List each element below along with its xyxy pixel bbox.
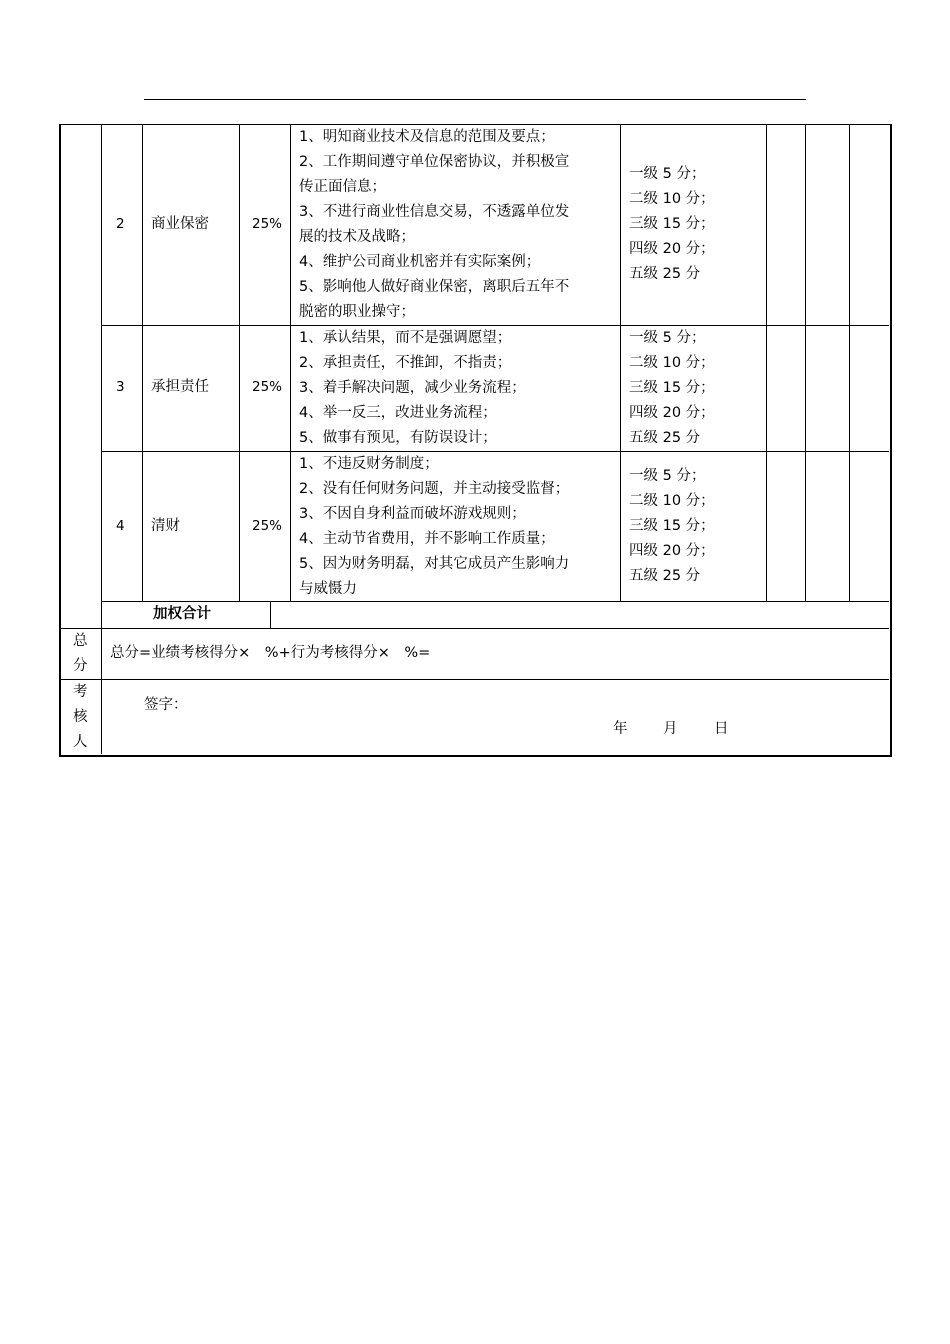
col-line-score2 [849, 124, 850, 601]
level-line: 二级 10 分； [629, 191, 715, 207]
row-name: 清财 [151, 518, 180, 534]
col-line-name [239, 124, 240, 601]
level-line: 二级 10 分； [629, 493, 715, 509]
row-levels [629, 464, 715, 589]
criteria-line: 3、不进行商业性信息交易，不透露单位发 [299, 204, 570, 220]
level-line: 一级 5 分； [629, 468, 706, 484]
date-year: 年 [613, 721, 628, 737]
criteria-line: 脱密的职业操守； [299, 304, 415, 320]
criteria-line: 1、承认结果，而不是强调愿望； [299, 330, 512, 346]
row-levels [629, 326, 715, 451]
row-index: 3 [116, 379, 125, 395]
criteria-line: 2、工作期间遵守单位保密协议，并积极宣 [299, 154, 570, 170]
level-line: 三级 15 分； [629, 380, 715, 396]
criteria-line: 展的技术及战略； [299, 229, 415, 245]
row-index: 2 [116, 216, 125, 232]
level-line: 一级 5 分； [629, 166, 706, 182]
criteria-line: 1、不违反财务制度； [299, 456, 439, 472]
criteria-line: 4、主动节省费用，并不影响工作质量； [299, 531, 555, 547]
criteria-line: 2、没有任何财务问题，并主动接受监督； [299, 481, 570, 497]
level-line: 五级 25 分 [629, 266, 701, 282]
row-levels [629, 162, 715, 287]
level-line: 四级 20 分； [629, 405, 715, 421]
criteria-line: 3、不因自身利益而破坏游戏规则； [299, 506, 526, 522]
criteria-line: 4、维护公司商业机密并有实际案例； [299, 254, 541, 270]
criteria-line: 传正面信息； [299, 179, 386, 195]
col-line-weight [290, 124, 291, 601]
date-month: 月 [663, 721, 678, 737]
criteria-line: 1、明知商业技术及信息的范围及要点； [299, 129, 555, 145]
col-line-score1 [805, 124, 806, 601]
level-line: 一级 5 分； [629, 330, 706, 346]
criteria-line: 与威慑力 [299, 581, 357, 597]
row-criteria [299, 452, 569, 602]
col-line-levels [766, 124, 767, 601]
criteria-line: 5、因为财务明磊，对其它成员产生影响力 [299, 556, 570, 572]
total-label-char: 总 [73, 633, 88, 649]
criteria-line: 3、着手解决问题，减少业务流程； [299, 380, 526, 396]
total-formula: 总分=业绩考核得分× %+行为考核得分× %= [110, 645, 431, 661]
col-line-index [142, 124, 143, 601]
row-line-total [59, 628, 889, 629]
criteria-line: 4、举一反三，改进业务流程； [299, 405, 497, 421]
level-line: 五级 25 分 [629, 430, 701, 446]
row-line-reviewer [59, 679, 889, 680]
reviewer-label-char: 人 [73, 734, 88, 750]
level-line: 二级 10 分； [629, 355, 715, 371]
signature-label: 签字： [144, 697, 188, 713]
row-weight: 25% [252, 216, 283, 232]
row-weight: 25% [252, 518, 283, 534]
row-index: 4 [116, 518, 125, 534]
level-line: 四级 20 分； [629, 543, 715, 559]
row-criteria [299, 125, 569, 325]
row-name: 商业保密 [151, 216, 209, 232]
criteria-line: 5、做事有预见，有防误设计； [299, 430, 497, 446]
level-line: 三级 15 分； [629, 518, 715, 534]
criteria-line: 2、承担责任，不推卸，不指责； [299, 355, 512, 371]
reviewer-label-char: 考 [73, 684, 88, 700]
date-day: 日 [714, 721, 729, 737]
header-rule [144, 99, 806, 100]
row-name: 承担责任 [151, 379, 209, 395]
criteria-line: 5、影响他人做好商业保密，离职后五年不 [299, 279, 570, 295]
col-line-criteria [620, 124, 621, 601]
level-line: 三级 15 分； [629, 216, 715, 232]
reviewer-label-char: 核 [73, 709, 88, 725]
row-weight: 25% [252, 379, 283, 395]
col-line-category [101, 124, 102, 754]
level-line: 四级 20 分； [629, 241, 715, 257]
col-line-weighted-total [270, 601, 271, 628]
total-label-char: 分 [73, 658, 88, 674]
row-criteria [299, 326, 526, 451]
weighted-total-label: 加权合计 [153, 606, 211, 622]
level-line: 五级 25 分 [629, 568, 701, 584]
